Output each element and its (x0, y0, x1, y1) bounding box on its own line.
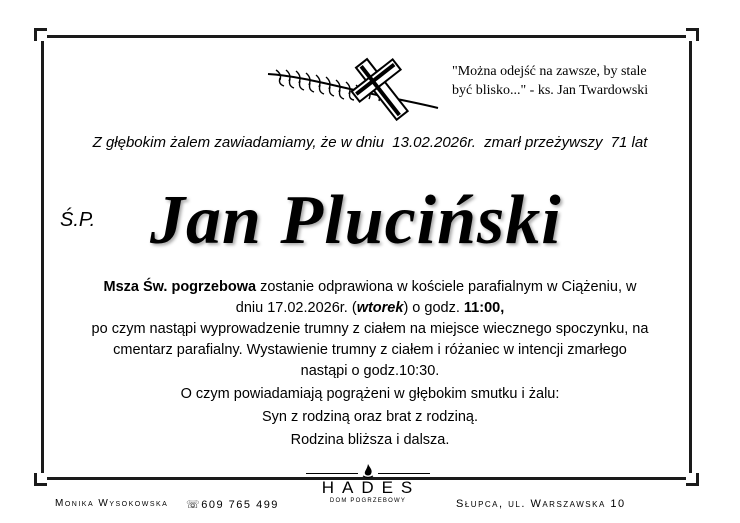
deceased-name: Jan Pluciński (150, 182, 562, 259)
ceremony-line (60, 277, 680, 298)
family-line: Syn z rodziną oraz brat z rodziną. (262, 409, 478, 425)
ceremony-text: zostanie odprawiona w kościele parafialnym w Ciążeniu, w (256, 279, 637, 295)
weekday: wtorek (356, 300, 404, 316)
family-line: Rodzina bliższa i dalsza. (290, 432, 450, 448)
ceremony-details (60, 277, 680, 451)
notify-line: O czym powiadamiają pogrążeni w głębokim smutku i żalu: (180, 386, 560, 402)
ceremony-text: dniu 17.02.2026r. ( (235, 300, 357, 316)
frame-corner (34, 473, 47, 486)
ceremony-text: ) o godz. (403, 300, 464, 316)
phone-number: ☏609 765 499 (186, 499, 279, 511)
flame-icon (361, 463, 375, 479)
logo-rule (378, 473, 430, 474)
announcement-line (0, 134, 740, 151)
age: 71 lat (610, 134, 648, 151)
ceremony-line (60, 298, 680, 319)
contact-name: Monika Wysokowska (55, 498, 169, 509)
announcement-prefix: Z głębokim żalem zawiadamiamy, że w dniu (92, 134, 385, 151)
quote (452, 62, 692, 100)
quote-line: być blisko..." - ks. Jan Twardowski (452, 83, 649, 98)
cross-with-palm-icon (262, 52, 442, 122)
frame-corner (34, 28, 47, 41)
ceremony-line: cmentarz parafialny. Wystawienie trumny z ciałem i różaniec w intencji zmarłego (113, 342, 627, 358)
logo-word: HADES (321, 478, 421, 497)
quote-line: "Można odejść na zawsze, by stale (452, 64, 647, 79)
frame-corner (686, 473, 699, 486)
title-prefix: Ś.P. (60, 209, 96, 231)
mass-label: Msza Św. pogrzebowa (103, 279, 257, 295)
logo-subtitle: DOM POGRZEBOWY (329, 498, 407, 504)
address: Słupca, ul. Warszawska 10 (456, 498, 626, 510)
death-date: 13.02.2026r. (392, 134, 476, 151)
ceremony-time: 11:00, (463, 300, 505, 316)
hades-logo (300, 463, 436, 505)
logo-rule (306, 473, 358, 474)
announcement-middle: zmarł przeżywszy (484, 134, 603, 151)
ceremony-line: nastąpi o godz.10:30. (300, 363, 440, 379)
ceremony-line: po czym nastąpi wyprowadzenie trumny z ciałem na miejsce wiecznego spoczynku, na (91, 321, 649, 337)
frame-corner (686, 28, 699, 41)
